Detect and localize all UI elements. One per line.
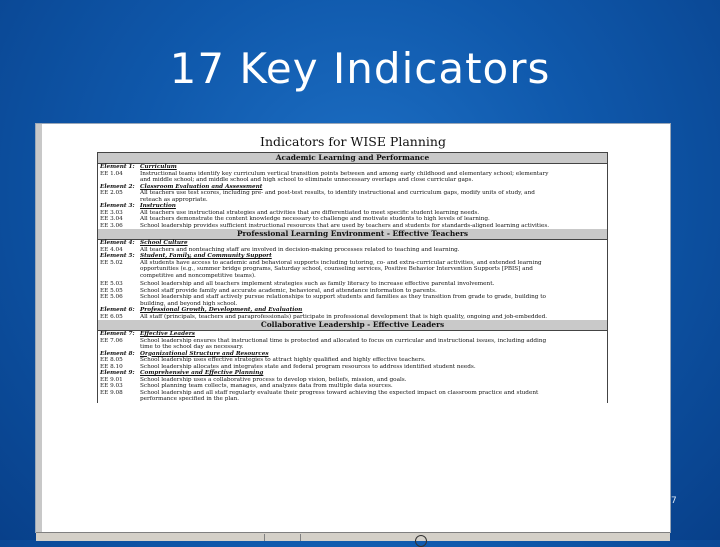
- indicator-text: School leadership allocates and integrates state and federal program resources to address identified student needs.: [140, 363, 476, 370]
- indicator-text: opportunities (e.g., summer bridge programs, Saturday school, counseling services, Positive Behavior Intervention Supports [PBIS] and: [140, 266, 533, 272]
- indicator-text: All staff (principals, teachers and paraprofessionals) participate in professional development that is high quality, ongoing and job-embedded.: [140, 313, 548, 320]
- indicator-text: building, and beyond high school.: [140, 300, 238, 307]
- indicator-text: School leadership ensures that instructional time is protected and allocated to focus on curricular and instructional issues, including adding: [140, 337, 547, 344]
- section-body: [98, 331, 607, 403]
- element-number: Element 9:: [100, 370, 135, 376]
- element-number: Element 1:: [100, 164, 135, 170]
- indicator-text: All teachers use test scores, including pre- and post-test results, to identify instructional and curriculum gaps, modify units of study, and: [140, 190, 535, 196]
- indicator-text: and middle school; and middle school and high school to eliminate unnecessary overlaps and close curricular gaps.: [140, 177, 474, 183]
- indicator-code: EE 6.05: [100, 313, 123, 320]
- indicator-text: School planning team collects, manages, and analyzes data from multiple data sources.: [140, 383, 393, 389]
- indicator-code: EE 9.03: [100, 383, 123, 389]
- indicator-code: EE 1.04: [100, 170, 123, 177]
- indicator-code: [100, 273, 140, 280]
- indicator-text: All students have access to academic and behavioral supports including tutoring, co- and extra-curricular activities, and extended learning: [140, 259, 542, 266]
- section-body: [98, 164, 607, 229]
- indicator-text: School leadership and all teachers implement strategies such as family literacy to increase effective parental involvement.: [140, 281, 495, 287]
- indicator-text: performance specified in the plan.: [140, 396, 240, 402]
- taskbar-round-icon[interactable]: [415, 535, 427, 547]
- element-name: School Culture: [140, 240, 188, 246]
- section-header: Academic Learning and Performance: [98, 153, 607, 164]
- element-name: Instruction: [140, 203, 176, 209]
- indicator-row: [98, 273, 607, 280]
- indicator-text: School leadership uses a collaborative process to develop vision, beliefs, mission, and goals.: [140, 376, 407, 383]
- indicator-text: All teachers use instructional strategies and activities that are differentiated to meet specific student learning needs.: [140, 209, 480, 216]
- element-name: Organizational Structure and Resources: [140, 350, 269, 357]
- indicator-row: [98, 223, 607, 230]
- indicator-text: School leadership and staff actively pursue relationships to support students and families as they transition from grade to grade, building to: [140, 294, 546, 300]
- document-title: Indicators for WISE Planning: [260, 134, 446, 149]
- section-header: Professional Learning Environment - Effective Teachers: [98, 229, 607, 240]
- element-name: Curriculum: [140, 164, 177, 170]
- element-name: Classroom Evaluation and Assessment: [140, 183, 263, 190]
- indicator-text: School leadership uses effective strategies to attract highly qualified and highly effective teachers.: [140, 357, 426, 363]
- indicator-code: EE 9.08: [100, 389, 123, 396]
- document-scroll-strip: [36, 124, 42, 532]
- indicator-row: [98, 314, 607, 321]
- indicator-code: EE 2.05: [100, 190, 123, 196]
- indicator-text: School leadership provides sufficient instructional resources that are used by teachers and students for standards-aligned learning activities.: [140, 222, 550, 229]
- indicator-text: School staff provide family and accurate academic, behavioral, and attendance information to parents.: [140, 287, 437, 294]
- indicator-row: [98, 396, 607, 403]
- indicators-table: [97, 152, 608, 403]
- indicator-text: reteach as appropriate.: [140, 196, 208, 203]
- element-number: Element 4:: [100, 240, 135, 246]
- element-number: Element 8:: [100, 350, 135, 357]
- indicator-text: All teachers demonstrate the content knowledge necessary to challenge and motivate students to high levels of learning.: [140, 216, 490, 222]
- indicator-code: [100, 396, 140, 403]
- element-name: Student, Family, and Community Support: [140, 253, 272, 259]
- indicator-text: time to the school day as necessary.: [140, 344, 244, 350]
- element-number: Element 5:: [100, 253, 135, 259]
- indicator-text: All teachers and nonteaching staff are involved in decision-making processes related to teaching and learning.: [140, 246, 460, 253]
- indicator-code: EE 8.05: [100, 357, 123, 363]
- indicator-code: EE 5.02: [100, 259, 123, 266]
- indicator-code: EE 5.03: [100, 281, 123, 287]
- indicator-code: EE 9.01: [100, 376, 123, 383]
- element-number: Element 2:: [100, 183, 135, 190]
- section-body: [98, 240, 607, 320]
- element-number: Element 7:: [100, 331, 135, 337]
- indicator-code: EE 5.05: [100, 287, 123, 294]
- indicator-text: School leadership and all staff regularly evaluate their progress toward achieving the expected impact on classroom practice and student: [140, 389, 539, 396]
- element-number: Element 6:: [100, 307, 135, 313]
- indicator-code: EE 3.04: [100, 216, 123, 222]
- element-number: Element 3:: [100, 203, 135, 209]
- element-name: Comprehensive and Effective Planning: [140, 370, 264, 376]
- indicator-code: EE 3.03: [100, 209, 123, 216]
- element-name: Effective Leaders: [140, 331, 195, 337]
- indicator-code: EE 3.06: [100, 222, 123, 229]
- indicator-text: Instructional teams identify key curriculum vertical transition points between and among early childhood and elementary school; elementary: [140, 170, 549, 177]
- slide-page-number: 7: [671, 496, 677, 506]
- indicator-code: EE 8.10: [100, 363, 123, 370]
- indicator-code: EE 7.06: [100, 337, 123, 344]
- slide-title: 17 Key Indicators: [169, 44, 551, 93]
- indicator-text: competitive and noncompetitive teams).: [140, 272, 256, 279]
- section-header: Collaborative Leadership - Effective Leaders: [98, 320, 607, 331]
- indicator-code: EE 5.06: [100, 294, 123, 300]
- element-name: Professional Growth, Development, and Evaluation: [140, 307, 303, 313]
- indicator-code: EE 4.04: [100, 246, 123, 253]
- document-page: [36, 124, 670, 532]
